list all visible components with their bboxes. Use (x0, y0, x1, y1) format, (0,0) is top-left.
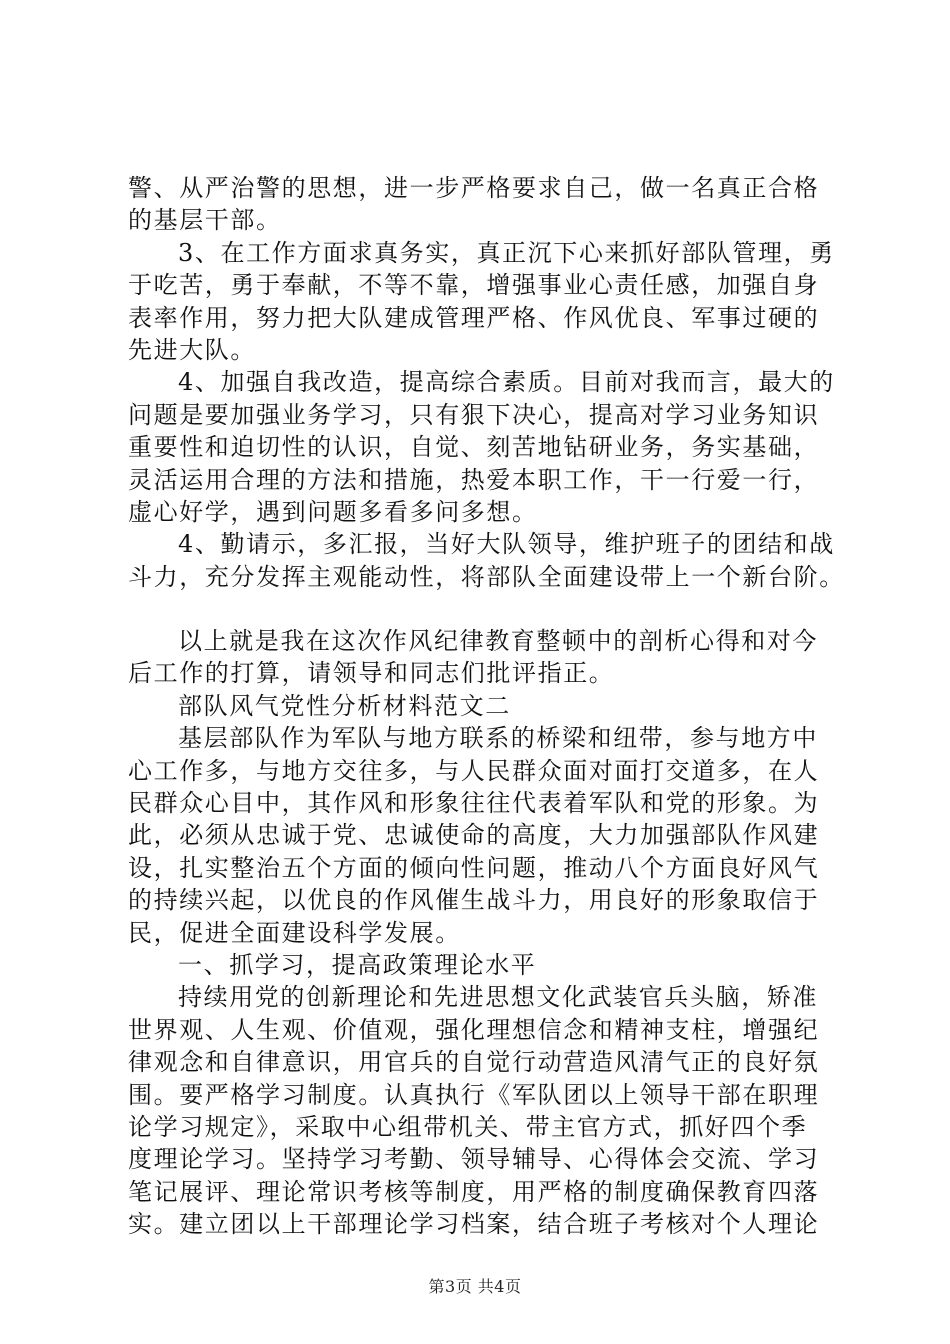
text-line: 的基层干部。 (128, 206, 282, 235)
text-line: 围。要严格学习制度。认真执行《军队团以上领导干部在职理 (128, 1080, 820, 1109)
text-line: 心工作多，与地方交往多，与人民群众面对面打交道多，在人 (128, 756, 820, 785)
text-line: 律观念和自律意识，用官兵的自觉行动营造风清气正的良好氛 (128, 1048, 820, 1077)
text-line: 警、从严治警的思想，进一步严格要求自己，做一名真正合格 (128, 174, 820, 202)
text-line: 论学习规定》，采取中心组带机关、带主官方式，抓好四个季 (128, 1112, 808, 1141)
text-line: 设，扎实整治五个方面的倾向性问题，推动八个方面良好风气 (128, 853, 820, 882)
text-line: 虚心好学，遇到问题多看多问多想。 (128, 497, 538, 526)
text-line: 此，必须从忠诚于党、忠诚使命的高度，大力加强部队作风建 (128, 821, 820, 850)
text-line: 后工作的打算，请领导和同志们批评指正。 (128, 659, 615, 688)
document-body (128, 172, 845, 1241)
page-footer: 第3页 共4页 (428, 1277, 522, 1296)
paragraph-start: 基层部队作为军队与地方联系的桥梁和纽带，参与地方中 (178, 724, 818, 753)
text-line: 问题是要加强业务学习，只有狠下决心，提高对学习业务知识 (128, 400, 820, 429)
text-line: 笔记展评、理论常识考核等制度，用严格的制度确保教育四落 (128, 1177, 820, 1206)
text-line: 度理论学习。坚持学习考勤、领导辅导、心得体会交流、学习 (128, 1145, 820, 1174)
text-line: 的持续兴起，以优良的作风催生战斗力，用良好的形象取信于 (128, 886, 820, 915)
text-line: 重要性和迫切性的认识，自觉、刻苦地钻研业务，务实基础， (128, 433, 820, 462)
text-line: 民群众心目中，其作风和形象往往代表着军队和党的形象。为 (128, 789, 820, 818)
section-title: 部队风气党性分析材料范文二 (178, 691, 511, 720)
paragraph-start: 4、加强自我改造，提高综合素质。目前对我而言，最大的 (178, 368, 835, 397)
text-line: 实。建立团以上干部理论学习档案，结合班子考核对个人理论 (128, 1210, 820, 1239)
paragraph-start: 3、在工作方面求真务实，真正沉下心来抓好部队管理，勇 (178, 238, 835, 267)
paragraph-start: 以上就是我在这次作风纪律教育整顿中的剖析心得和对今 (178, 627, 818, 656)
text-line: 世界观、人生观、价值观，强化理想信念和精神支柱，增强纪 (128, 1015, 820, 1044)
paragraph-start: 4、勤请示，多汇报，当好大队领导，维护班子的团结和战 (178, 530, 835, 559)
text-line: 先进大队。 (128, 335, 256, 364)
text-line: 斗力，充分发挥主观能动性，将部队全面建设带上一个新台阶。 (128, 562, 845, 591)
section-heading: 一、抓学习，提高政策理论水平 (178, 950, 537, 979)
text-line: 民，促进全面建设科学发展。 (128, 918, 461, 947)
text-line: 表率作用，努力把大队建成管理严格、作风优良、军事过硬的 (128, 303, 820, 332)
text-line: 于吃苦，勇于奉献，不等不靠，增强事业心责任感，加强自身 (128, 271, 820, 300)
text-line: 灵活运用合理的方法和措施，热爱本职工作，干一行爱一行， (128, 465, 820, 494)
paragraph-gap (128, 593, 838, 625)
paragraph-start: 持续用党的创新理论和先进思想文化武装官兵头脑，矫准 (178, 983, 818, 1012)
